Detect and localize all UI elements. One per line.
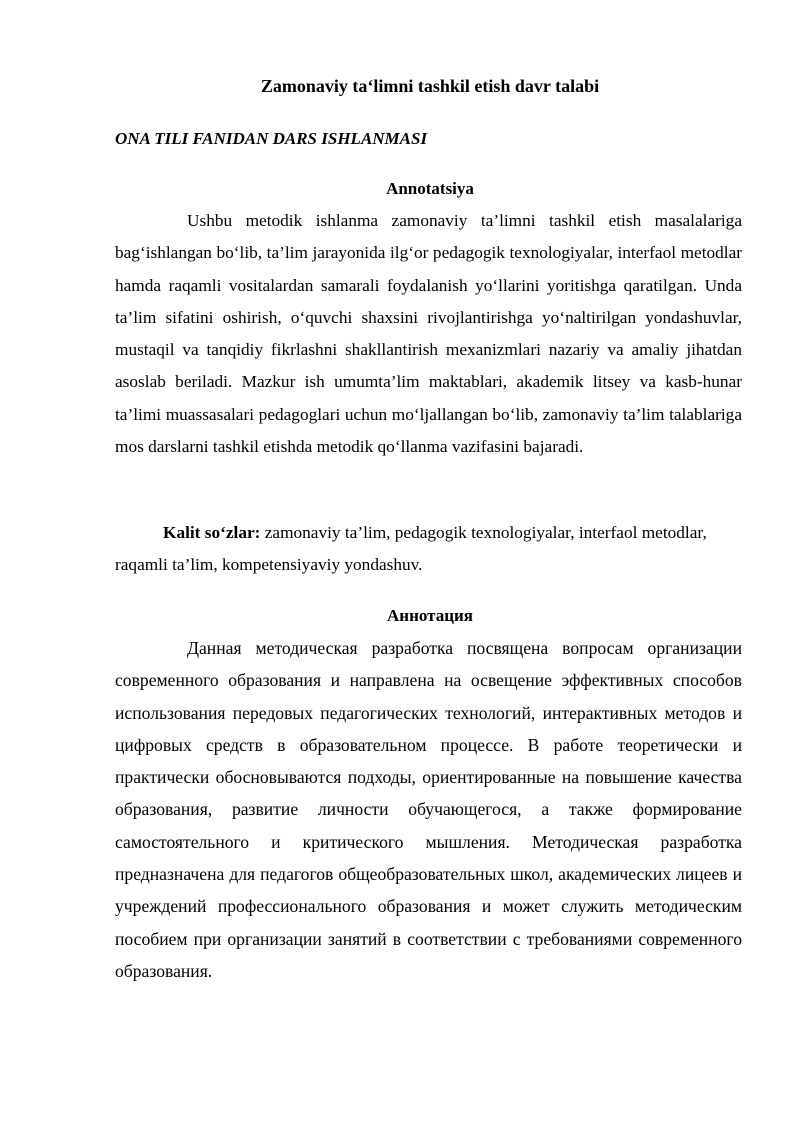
document-title: Zamonaviy ta‘limni tashkil etish davr talabi [260, 76, 600, 96]
keywords-label: Kalit so‘zlar: [163, 523, 261, 542]
keywords-text: zamonaviy ta’lim, pedagogik texnologiyalar, interfaol metodlar, raqamli ta’lim, kompetensiyaviy yondashuv. [115, 523, 707, 574]
keywords-paragraph [115, 517, 715, 581]
document-subtitle: ONA TILI FANIDAN DARS ISHLANMASI [115, 129, 428, 148]
annotation-uz-text: Ushbu metodik ishlanma zamonaviy ta’limni tashkil etish masalalariga bag‘ishlangan bo‘lib, ta’lim jarayonida ilg‘or pedagogik texnologiyalar, interfaol metodlar hamda raqamli vositalardan samarali foydalanish yo‘llarini yoritishga qaratilgan. Unda ta’lim sifatini oshirish, o‘quvchi shaxsini rivojlantirishga yo‘naltirilgan yondashuvlar, mustaqil va tanqidiy fikrlashni shakllantirish mexanizmlari nazariy va amaliy jihatdan asoslab beriladi. Mazkur ish umumta’lim maktablari, akademik litsey va kasb-hunar ta’limi muassasalari pedagoglari uchun mo‘ljallangan bo‘lib, zamonaviy ta’lim talablariga mos darslarni tashkil etishda metodik qo‘llanma vazifasini bajaradi. [115, 211, 742, 457]
annotation-ru-text: Данная методическая разработка посвящена вопросам организации современного образования и направлена на освещение эффективных способов использования передовых педагогических технологий, интерактивных методов и цифровых средств в образовательном процессе. В работе теоретически и практически обосновываются подходы, ориентированные на повышение качества образования, развитие личности обучающегося, а также формирование самостоятельного и критического мышления. Методическая разработка предназначена для педагогов общеобразовательных школ, академических лицеев и учреждений профессионального образования и может служить методическим пособием при организации занятий в соответствии с требованиями современного образования. [115, 638, 742, 981]
annotation-ru-heading: Аннотация [387, 606, 473, 625]
annotation-uz-heading: Annotatsiya [386, 179, 474, 198]
